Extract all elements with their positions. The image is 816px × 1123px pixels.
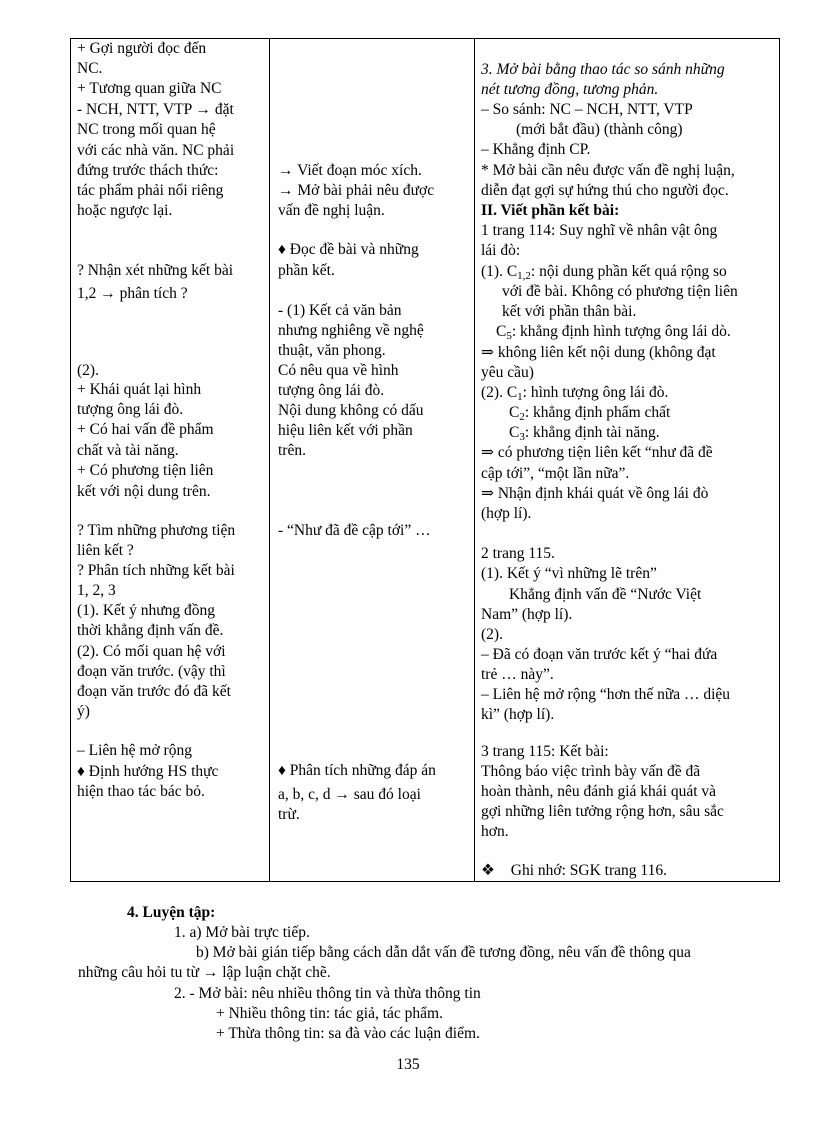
text-line: - NCH, NTT, VTP → đặt: [77, 101, 234, 118]
text-line: với đề bài. Không có phương tiện liên: [502, 283, 738, 300]
text-line: 1, 2, 3: [77, 582, 116, 599]
practice-title: 4. Luyện tập:: [127, 904, 216, 921]
text-line: liên kết ?: [77, 542, 134, 559]
text-line: ⇒ không liên kết nội dung (không đạt: [481, 344, 716, 361]
text-line: + Khái quát lại hình: [77, 381, 202, 398]
text-line: hiện thao tác bác bỏ.: [77, 783, 205, 800]
text-line: nhưng nghiêng về nghệ: [278, 322, 424, 339]
text-line: hoàn thành, nêu đánh giá khái quát và: [481, 783, 717, 800]
text-line: + Thừa thông tin: sa đà vào các luận điểm.: [216, 1025, 480, 1042]
text-line: (1). Kết ý nhưng đồng: [77, 602, 215, 619]
text-line: - (1) Kết cả văn bản: [278, 302, 402, 319]
text-line: + Nhiều thông tin: tác giả, tác phẩm.: [216, 1005, 443, 1022]
text-line: hơn.: [481, 823, 509, 840]
text-line: Nội dung không có dấu: [278, 402, 424, 419]
text-line: ? Tìm những phương tiện: [77, 522, 236, 539]
text-line: tượng ông lái đò.: [278, 382, 385, 399]
section-heading: 3. Mở bài bằng thao tác so sánh những: [481, 61, 725, 78]
text-line: (1). Kết ý “vì những lẽ trên”: [481, 565, 657, 582]
text-line: NC trong mối quan hệ: [77, 121, 216, 138]
text-line: (mới bắt đầu) (thành công): [516, 121, 683, 138]
text-line: $C_5$: khẳng định hình tượng ông lái dò.: [496, 323, 731, 342]
text-line: Có nêu qua về hình: [278, 362, 399, 379]
text-line: (hợp lí).: [481, 505, 532, 522]
text-line: Khẳng định vấn đề “Nước Việt: [509, 586, 702, 603]
text-line: yêu cầu): [481, 364, 534, 381]
text-line: trừ.: [278, 806, 300, 823]
text-line: – Liên hệ mở rộng: [77, 742, 192, 759]
text-line: $C_3$: khẳng định tài năng.: [509, 424, 660, 443]
text-line: thời khẳng định vấn đề.: [77, 622, 224, 639]
text-line: kết với phần thân bài.: [502, 303, 637, 320]
text-line: 1,2 → phân tích ?: [77, 285, 188, 302]
text-line: (1). $C_{1,2}$: nội dung phần kết quá rộng so: [481, 263, 727, 282]
text-line: + Có hai vấn đề phẩm: [77, 421, 214, 438]
text-line: ♦ Định hướng HS thực: [77, 763, 219, 780]
text-line: diễn đạt gợi sự hứng thú cho người đọc.: [481, 182, 729, 199]
text-line: trên.: [278, 442, 306, 459]
text-line: a, b, c, d → sau đó loại: [278, 786, 421, 803]
text-line: thuật, văn phong.: [278, 342, 386, 359]
text-line: những câu hỏi tu từ → lập luận chặt chẽ.: [78, 964, 331, 981]
text-line: * Mở bài cần nêu được vấn đề nghị luận,: [481, 162, 735, 179]
text-line: – Đã có đoạn văn trước kết ý “hai đứa: [481, 646, 718, 663]
note-text: Ghi nhớ: SGK trang 116.: [510, 862, 667, 879]
text-line: ? Nhận xét những kết bài: [77, 262, 234, 279]
text-line: + Gợi người đọc đến: [77, 40, 207, 57]
text-line: → Viết đoạn móc xích.: [278, 162, 422, 179]
text-line: Thông báo việc trình bày vấn đề đã: [481, 763, 701, 780]
text-line: (2).: [77, 362, 99, 379]
text-line: phần kết.: [278, 262, 335, 279]
text-line: – So sánh: NC – NCH, NTT, VTP: [481, 101, 693, 118]
text-line: với các nhà văn. NC phải: [77, 142, 235, 159]
text-line: ? Phân tích những kết bài: [77, 562, 235, 579]
text-line: chất và tài năng.: [77, 442, 179, 459]
text-line: hoặc ngược lại.: [77, 202, 173, 219]
text-line: - “Như đã đề cập tới” …: [278, 522, 431, 539]
text-line: ý): [77, 703, 90, 720]
text-line: (2). Có mối quan hệ với: [77, 643, 226, 660]
text-line: + Có phương tiện liên: [77, 462, 214, 479]
text-line: đoạn văn trước đó đã kết: [77, 683, 231, 700]
text-line: → Mở bài phải nêu được: [278, 182, 435, 199]
text-line: $C_2$: khẳng định phẩm chất: [509, 404, 671, 423]
text-line: ♦ Phân tích những đáp án: [278, 762, 436, 779]
section-heading: II. Viết phần kết bài:: [481, 202, 620, 219]
text-line: – Khẳng định CP.: [481, 141, 591, 158]
diamond-bullet-icon: ❖: [481, 862, 495, 879]
text-line: gợi những liên tưởng rộng hơn, sâu sắc: [481, 803, 724, 820]
note-line: [481, 861, 667, 881]
text-line: (2).: [481, 626, 503, 643]
text-line: lái đò:: [481, 242, 521, 259]
text-line: ⇒ có phương tiện liên kết “như đã đề: [481, 444, 713, 461]
text-line: Nam” (hợp lí).: [481, 606, 573, 623]
text-line: trẻ … này”.: [481, 666, 554, 683]
text-line: kết với nội dung trên.: [77, 483, 211, 500]
text-line: 1. a) Mở bài trực tiếp.: [174, 924, 310, 941]
text-line: ⇒ Nhận định khái quát về ông lái đò: [481, 485, 709, 502]
text-line: – Liên hệ mở rộng “hơn thế nữa … diệu: [481, 686, 731, 703]
text-line: (2). $C_1$: hình tượng ông lái đò.: [481, 384, 669, 403]
text-line: đoạn văn trước. (vậy thì: [77, 663, 226, 680]
text-line: 2 trang 115.: [481, 545, 555, 562]
text-line: kì” (hợp lí).: [481, 706, 555, 723]
text-line: + Tương quan giữa NC: [77, 80, 222, 97]
text-line: 1 trang 114: Suy nghĩ về nhân vật ông: [481, 222, 718, 239]
text-line: 3 trang 115: Kết bài:: [481, 743, 609, 760]
column-divider: [474, 39, 475, 881]
text-line: b) Mở bài gián tiếp bằng cách dẫn dắt vấn đề tương đồng, nêu vấn đề thông qua: [196, 944, 691, 961]
text-line: tác phẩm phải nổi riêng: [77, 182, 224, 199]
text-line: 2. - Mở bài: nêu nhiều thông tin và thừa thông tin: [174, 985, 481, 1002]
text-line: ♦ Đọc đề bài và những: [278, 241, 419, 258]
text-line: đứng trước thách thức:: [77, 162, 219, 179]
text-line: cập tới”, “một lần nữa”.: [481, 465, 630, 482]
column-divider: [269, 39, 270, 881]
text-line: tượng ông lái đò.: [77, 401, 184, 418]
page-number: 135: [396, 1056, 420, 1073]
section-heading: nét tương đồng, tương phản.: [481, 81, 659, 98]
lesson-table: [70, 38, 780, 882]
text-line: vấn đề nghị luận.: [278, 202, 385, 219]
text-line: hiệu liên kết với phần: [278, 422, 413, 439]
text-line: NC.: [77, 60, 103, 77]
